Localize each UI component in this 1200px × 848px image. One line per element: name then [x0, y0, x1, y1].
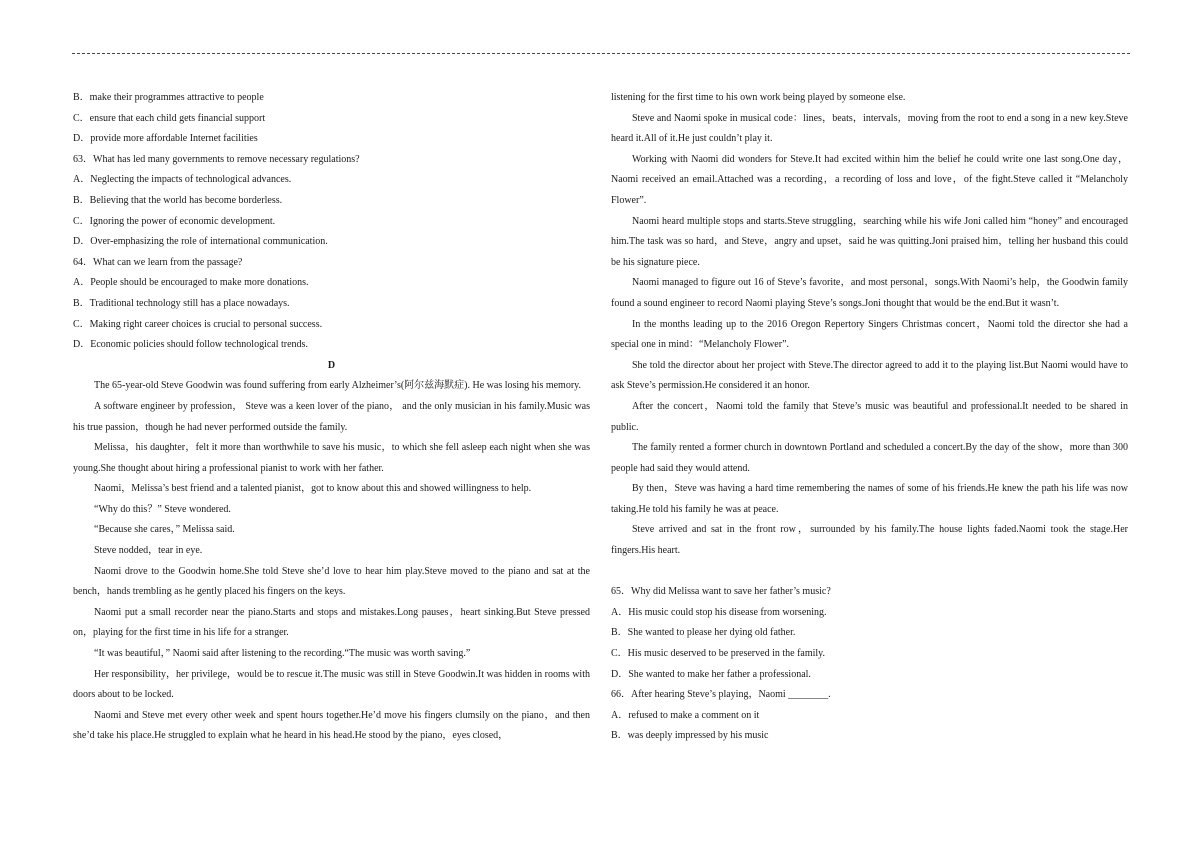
section-heading: D [327, 359, 336, 371]
right-paragraph: After the concert，Naomi told the family that Steve’s music was beautiful and professional.It needed to be shared in public. [611, 400, 1128, 433]
left-paragraph: “Because she cares，” Melissa said. [94, 524, 235, 536]
left-paragraph: “It was beautiful，” Naomi said after listening to the recording.“The music was worth saving.” [94, 648, 471, 660]
left-question-line: B．make their programmes attractive to people [73, 92, 264, 103]
right-paragraph: Naomi managed to figure out 16 of Steve’s favorite，and most personal，songs.With Naomi’s help，the Goodwin family found a sound engineer to record Naomi playing Steve’s songs.Joni thought that would be the end.But it wasn’t. [611, 277, 1128, 309]
left-paragraph: Naomi put a small recorder near the piano.Starts and stops and mistakes.Long pauses，heart sinking.But Steve pressed on，playing for the first time in his life for a stranger. [73, 606, 590, 639]
left-question-line: D．Economic policies should follow technological trends. [73, 339, 308, 351]
right-paragraph: By then，Steve was having a hard time remembering the names of some of his friends.He knew the path his life was now taking.He told his family he was at peace. [611, 483, 1128, 515]
left-paragraph: Her responsibility，her privilege，would be to rescue it.The music was still in Steve Goodwin.It was hidden in rooms with doors about to be locked. [73, 668, 590, 701]
left-paragraph: Melissa，his daughter，felt it more than worthwhile to save his music，to which she fell asleep each night when she was young.She thought about hiring a professional pianist to work with her father. [73, 442, 590, 474]
right-paragraph: She told the director about her project with Steve.The director agreed to add it to the playing list.But Naomi would have to ask Steve’s permission.He considered it an honor. [611, 359, 1128, 392]
right-paragraph: Steve arrived and sat in the front row，surrounded by his family.The house lights faded.Naomi took the stage.Her fingers.His heart. [611, 524, 1128, 557]
left-paragraph: Naomi and Steve met every other week and spent hours together.He’d move his fingers clumsily on the piano，and then she’d take his place.He struggled to explain what he heard in his head.He stood by the piano，eyes closed， [73, 709, 590, 742]
right-question-line: 66．After hearing Steve’s playing，Naomi ________. [611, 689, 831, 701]
left-question-line: C．Making right career choices is crucial to personal success. [73, 318, 323, 330]
left-paragraph: Naomi drove to the Goodwin home.She told Steve she’d love to hear him play.Steve moved to the piano and sat at the bench，hands trembling as he gently placed his fingers on the keys. [73, 565, 590, 598]
left-paragraph: The 65-year-old Steve Goodwin was found suffering from early Alzheimer’s(阿尔兹海默症). He was losing his memory. [94, 380, 582, 392]
right-question-line: listening for the first time to his own work being played by someone else. [611, 92, 906, 103]
right-paragraph: Steve and Naomi spoke in musical code：lines，beats，intervals，moving from the root to end a song in a new key.Steve heard it.All of it.He just couldn’t play it. [611, 112, 1128, 145]
left-question-line: D．provide more affordable Internet facilities [73, 133, 258, 145]
right-paragraph: The family rented a former church in downtown Portland and scheduled a concert.By the day of the show，more than 300 people had said they would attend. [611, 442, 1128, 474]
right-question-line: A．His music could stop his disease from worsening. [611, 606, 827, 618]
right-paragraph: Working with Naomi did wonders for Steve.It had excited within him the belief he could write one last song.One day，Naomi received an email.Attached was a recording，a recording of loss and love，of the fight.Steve called it “Melancholy Flower”. [611, 153, 1128, 206]
right-question-line: B．was deeply impressed by his music [611, 730, 769, 742]
left-paragraph: A software engineer by profession， Steve was a keen lover of the piano， and the only musician in his family.Music was his true passion，though he had never performed outside the family. [73, 400, 590, 433]
left-paragraph: Steve nodded，tear in eye. [94, 545, 203, 557]
left-question-line: B．Believing that the world has become borderless. [73, 194, 283, 206]
left-question-line: 64．What can we learn from the passage? [73, 256, 243, 268]
right-question-line: C．His music deserved to be preserved in the family. [611, 648, 826, 660]
right-question-line: 65．Why did Melissa want to save her father’s music? [611, 586, 831, 598]
right-question-line: A．refused to make a comment on it [611, 709, 760, 721]
left-paragraph: “Why do this？” Steve wondered. [94, 503, 231, 515]
left-paragraph: Naomi，Melissa’s best friend and a talented pianist，got to know about this and showed willingness to help. [94, 483, 532, 495]
header-dashed-rule [72, 53, 1130, 54]
left-question-line: C．ensure that each child gets financial support [73, 112, 266, 124]
left-question-line: B．Traditional technology still has a place nowadays. [73, 297, 290, 309]
right-question-line: D．She wanted to make her father a professional. [611, 668, 811, 680]
left-question-line: A．Neglecting the impacts of technological advances. [73, 174, 292, 186]
left-question-line: C．Ignoring the power of economic development. [73, 215, 276, 227]
left-question-line: A．People should be encouraged to make more donations. [73, 277, 309, 289]
right-question-line: B．She wanted to please her dying old father. [611, 627, 796, 639]
right-paragraph: In the months leading up to the 2016 Oregon Repertory Singers Christmas concert，Naomi told the director she had a special one in mind：“Melancholy Flower”. [611, 318, 1128, 351]
left-question-line: D．Over-emphasizing the role of international communication. [73, 236, 328, 248]
left-question-line: 63．What has led many governments to remove necessary regulations? [73, 153, 360, 165]
left-column [73, 88, 590, 747]
right-column [611, 88, 1128, 747]
spacer [611, 562, 1128, 583]
right-paragraph: Naomi heard multiple stops and starts.Steve struggling，searching while his wife Joni called him “honey” and encouraged him.The task was so hard，and Steve，angry and upset，said he was quitting.Joni praised him，telling her husband this could be his signature piece. [611, 215, 1128, 268]
